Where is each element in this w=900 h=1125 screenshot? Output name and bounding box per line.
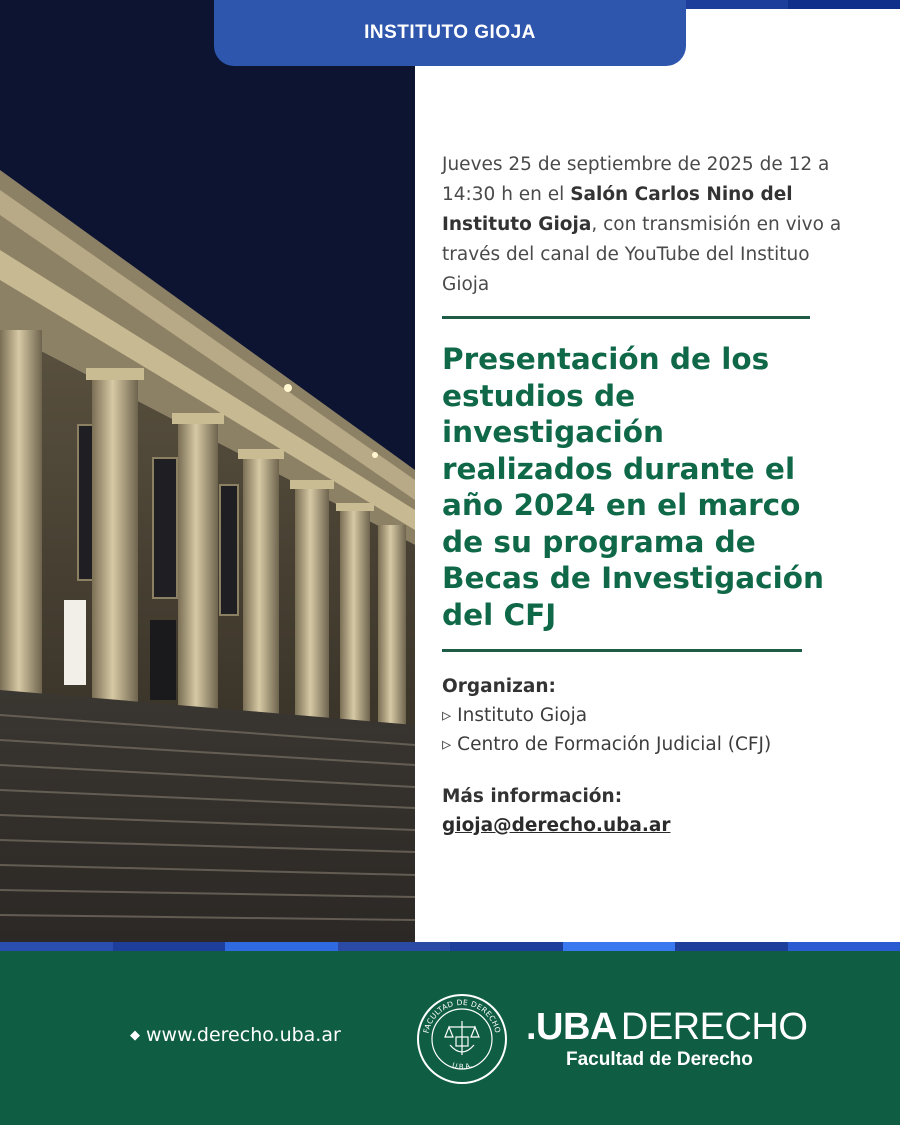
- organizer-item: ▹ Centro de Formación Judicial (CFJ): [442, 730, 842, 759]
- building-photo: [0, 0, 415, 942]
- brand-prefix: .UBA: [526, 1006, 617, 1048]
- intro-text-1: Jueves 25 de septiembre de 2025 de 12 a 14:30 h en el: [442, 154, 830, 205]
- organizers-heading: Organizan:: [442, 676, 556, 697]
- uba-derecho-logo: [526, 1007, 807, 1071]
- event-details: [442, 150, 842, 840]
- diamond-icon: ◆: [130, 1028, 140, 1043]
- intro-text-2: , con transmisión en vivo a través del canal de YouTube del Instituo Gioja: [442, 214, 842, 295]
- organizers: [442, 672, 842, 759]
- divider-top: [442, 316, 810, 319]
- seal-text-top: FACULTAD DE DERECHO: [421, 997, 503, 1035]
- institute-tab-label: INSTITUTO GIOJA: [364, 22, 536, 43]
- svg-text:U.B.A.: [451, 1061, 473, 1071]
- brand-suffix: DERECHO: [620, 1006, 808, 1048]
- intro-venue: Salón Carlos Nino del Instituto Gioja: [442, 184, 793, 235]
- more-info: [442, 782, 842, 840]
- contact-email-link[interactable]: gioja@derecho.uba.ar: [442, 815, 671, 836]
- website-text: www.derecho.uba.ar: [146, 1024, 341, 1046]
- uba-brand: [526, 1007, 807, 1047]
- seal-text-bottom: U.B.A.: [450, 1061, 474, 1072]
- event-title: Presentación de los estudios de investigación realizados durante el año 2024 en el marco de su programa de Becas de Investigación del CFJ: [442, 342, 824, 632]
- footer: [0, 951, 900, 1125]
- bottom-color-strip: [0, 942, 900, 951]
- event-intro: [442, 150, 842, 300]
- faculty-seal-icon: [416, 993, 508, 1085]
- faculty-name: Facultad de Derecho: [566, 1049, 753, 1070]
- website-link[interactable]: [130, 1024, 341, 1046]
- more-info-heading: Más información:: [442, 786, 623, 807]
- divider-bottom: [442, 649, 802, 652]
- institute-tab: [214, 0, 686, 66]
- organizer-item: ▹ Instituto Gioja: [442, 701, 842, 730]
